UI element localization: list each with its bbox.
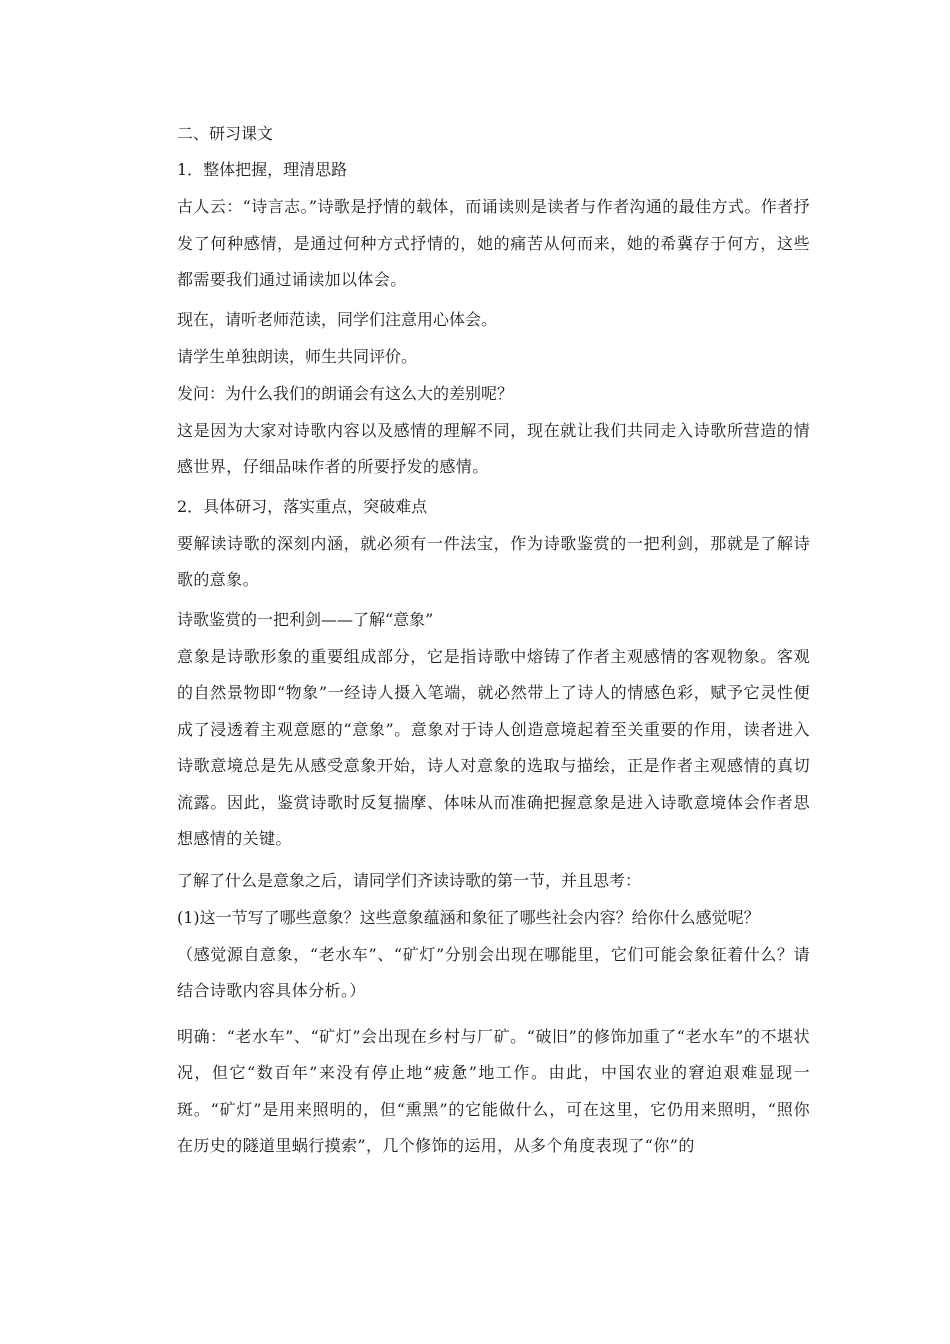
subsection-title-2: 2．具体研习，落实重点，突破难点 xyxy=(177,496,428,516)
paragraph: 发问：为什么我们的朗诵会有这么大的差别呢？ xyxy=(177,383,514,403)
document-body xyxy=(145,124,810,1165)
subsection-title-1: 1．整体把握，理清思路 xyxy=(177,160,348,179)
question: (1)这一节写了哪些意象？这些意象蕴涵和象征了哪些社会内容？给你什么感觉呢？ xyxy=(177,907,760,927)
section-title: 二、研习课文 xyxy=(177,124,274,143)
paragraph: 请学生单独朗读，师生共同评价。 xyxy=(177,346,418,366)
paragraph: 意象是诗歌形象的重要组成部分，它是指诗歌中熔铸了作者主观感情的客观物象。客观的自然景物即“物象”一经诗人摄入笔端，就必然带上了诗人的情感色彩，赋予它灵性便成了浸透着主观意愿的“意象”。意象对于诗人创造意境起着至关重要的作用，读者进入诗歌意境总是先从感受意象开始，诗人对意象的选取与描绘，正是作者主观感情的真切流露。因此，鉴赏诗歌时反复揣摩、体味从而准确把握意象是进入诗歌意境体会作者思想感情的关键。 xyxy=(177,646,810,848)
paragraph: 了解了什么是意象之后，请同学们齐读诗歌的第一节，并且思考： xyxy=(177,870,642,890)
question-hint: （感觉源自意象，“老水车”、“矿灯”分别会出现在哪能里，它们可能会象征着什么？请结合诗歌内容具体分析。） xyxy=(177,944,810,1000)
paragraph: 这是因为大家对诗歌内容以及感情的理解不同，现在就让我们共同走入诗歌所营造的情感世界，仔细品味作者的所要抒发的感情。 xyxy=(177,420,810,476)
paragraph-heading: 诗歌鉴赏的一把利剑——了解“意象” xyxy=(177,609,434,629)
answer-paragraph: 明确：“老水车”、“矿灯”会出现在乡村与厂矿。“破旧”的修饰加重了“老水车”的不堪状况，但它“数百年”来没有停止地“疲惫”地工作。由此，中国农业的窘迫艰难显现一斑。“矿灯”是用来照明的，但“熏黑”的它能做什么，可在这里，它仍用来照明，“照你在历史的隧道里蜗行摸索”，几个修饰的运用，从多个角度表现了“你”的 xyxy=(177,1026,810,1155)
paragraph: 现在，请听老师范读，同学们注意用心体会。 xyxy=(177,309,498,329)
paragraph: 要解读诗歌的深刻内涵，就必须有一件法宝，作为诗歌鉴赏的一把利剑，那就是了解诗歌的意象。 xyxy=(177,533,810,589)
paragraph: 古人云：“诗言志。”诗歌是抒情的载体，而诵读则是读者与作者沟通的最佳方式。作者抒发了何种感情，是通过何种方式抒情的，她的痛苦从何而来，她的希冀存于何方，这些都需要我们通过诵读加以体会。 xyxy=(177,197,810,289)
